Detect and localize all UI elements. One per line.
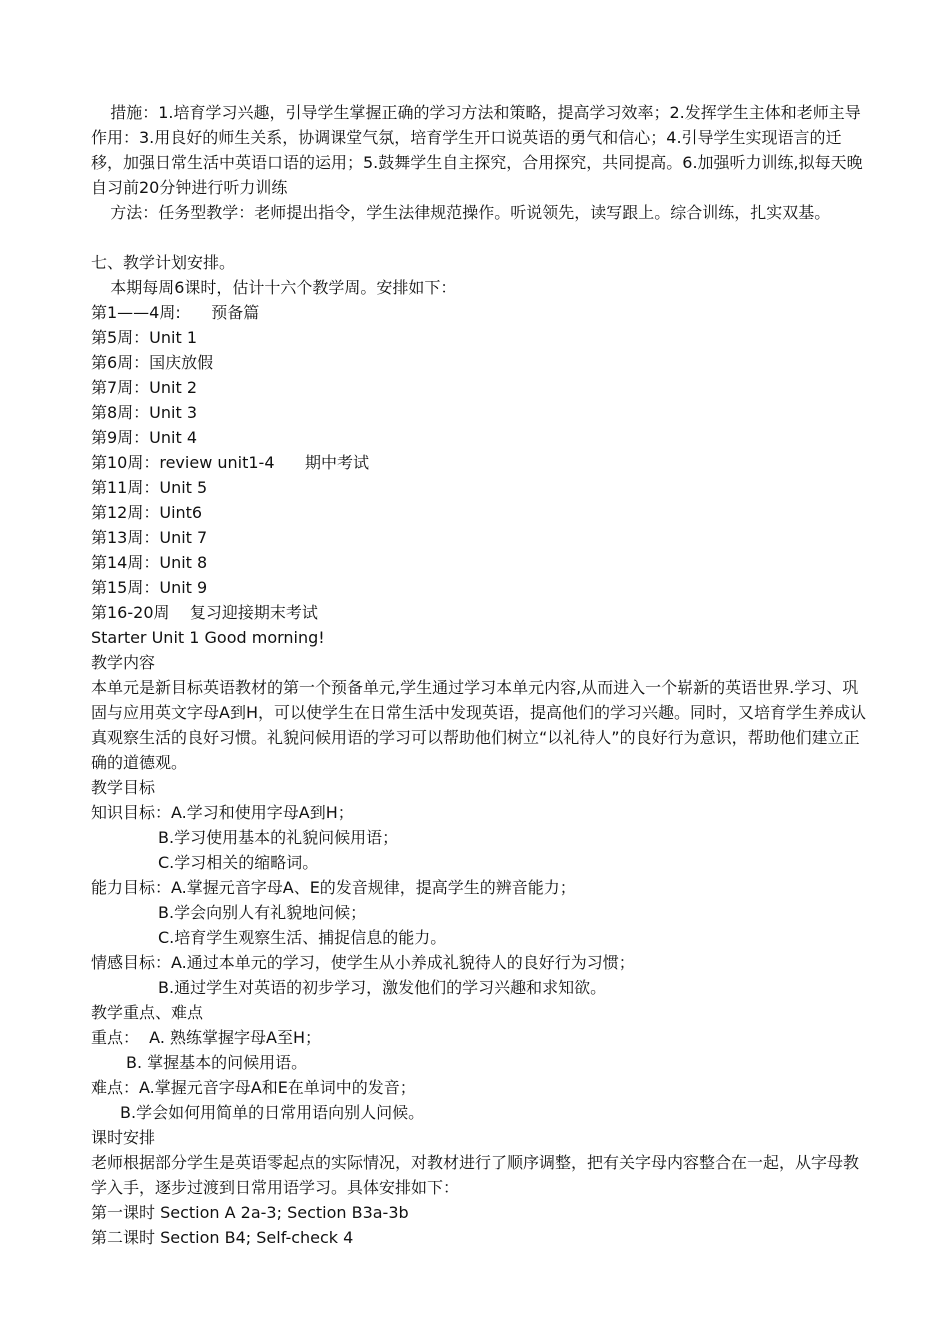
- schedule-item: 第16-20周 复习迎接期末考试: [91, 603, 318, 622]
- lesson-heading: 课时安排: [91, 1128, 156, 1147]
- emotion-goal: 情感目标：A.通过本单元的学习，使学生从小养成礼貌待人的良好行为习惯；: [91, 953, 635, 972]
- lesson-item: 第二课时 Section B4; Self-check 4: [91, 1228, 354, 1247]
- schedule-item: 第6周：国庆放假: [91, 353, 214, 372]
- schedule-list: [91, 300, 871, 625]
- ability-goal: 能力目标：A.掌握元音字母A、E的发音规律，提高学生的辨音能力；: [91, 878, 576, 897]
- section-intro: 本期每周6课时，估计十六个教学周。安排如下：: [110, 278, 457, 297]
- methods-paragraph: 方法：任务型教学：老师提出指令，学生法律规范操作。听说领先，读写跟上。综合训练，扎实双基。: [110, 203, 831, 222]
- schedule-item: 第7周：Unit 2: [91, 378, 198, 397]
- knowledge-goal: C.学习相关的缩略词。: [158, 853, 319, 872]
- unit-title: Starter Unit 1 Good morning!: [91, 628, 325, 647]
- schedule-item: 第13周：Unit 7: [91, 528, 208, 547]
- difficult-point: 难点：A.掌握元音字母A和E在单词中的发音；: [91, 1078, 416, 1097]
- schedule-item: 第11周：Unit 5: [91, 478, 208, 497]
- key-point: 重点： A. 熟练掌握字母A至H；: [91, 1028, 321, 1047]
- section-heading: 七、教学计划安排。: [91, 253, 236, 272]
- knowledge-goal: 知识目标：A.学习和使用字母A到H；: [91, 803, 354, 822]
- schedule-item: 第15周：Unit 9: [91, 578, 208, 597]
- keypoints-heading: 教学重点、难点: [91, 1003, 204, 1022]
- lesson-paragraph: 老师根据部分学生是英语零起点的实际情况，对教材进行了顺序调整，把有关字母内容整合在一起，从字母教学入手，逐步过渡到日常用语学习。具体安排如下：: [91, 1153, 860, 1197]
- lesson-item: 第一课时 Section A 2a-3; Section B3a-3b: [91, 1203, 409, 1222]
- schedule-item: 第1——4周: 预备篇: [91, 303, 260, 322]
- schedule-item: 第10周：review unit1-4 期中考试: [91, 453, 370, 472]
- ability-goal: C.培育学生观察生活、捕捉信息的能力。: [158, 928, 447, 947]
- emotion-goal: B.通过学生对英语的初步学习，激发他们的学习兴趣和求知欲。: [158, 978, 607, 997]
- measures-paragraph: 措施：1.培育学习兴趣，引导学生掌握正确的学习方法和策略，提高学习效率；2.发挥学生主体和老师主导作用：3.用良好的师生关系，协调课堂气氛，培育学生开口说英语的勇气和信心；4.引导学生实现语言的迁移，加强日常生活中英语口语的运用；5.鼓舞学生自主探究，合用探究，共同提高。6.加强听力训练,拟每天晚自习前20分钟进行听力训练: [91, 103, 863, 197]
- schedule-item: 第9周：Unit 4: [91, 428, 198, 447]
- goals-heading: 教学目标: [91, 778, 156, 797]
- ability-goal: B.学会向别人有礼貌地问候；: [158, 903, 367, 922]
- knowledge-goal: B.学习使用基本的礼貌问候用语；: [158, 828, 399, 847]
- schedule-item: 第14周：Unit 8: [91, 553, 208, 572]
- content-heading: 教学内容: [91, 653, 156, 672]
- content-paragraph: 本单元是新目标英语教材的第一个预备单元,学生通过学习本单元内容,从而进入一个崭新的英语世界.学习、巩固与应用英文字母A到H，可以使学生在日常生活中发现英语，提高他们的学习兴趣。同时，又培育学生养成认真观察生活的良好习惯。礼貌问候用语的学习可以帮助他们树立“以礼待人”的良好行为意识，帮助他们建立正确的道德观。: [91, 678, 866, 772]
- document-page: [91, 100, 871, 1250]
- blank-line: [91, 225, 871, 250]
- difficult-point: B.学会如何用简单的日常用语向别人问候。: [120, 1103, 425, 1122]
- schedule-item: 第8周：Unit 3: [91, 403, 198, 422]
- key-point: B. 掌握基本的问候用语。: [126, 1053, 308, 1072]
- schedule-item: 第5周：Unit 1: [91, 328, 198, 347]
- schedule-item: 第12周：Uint6: [91, 503, 203, 522]
